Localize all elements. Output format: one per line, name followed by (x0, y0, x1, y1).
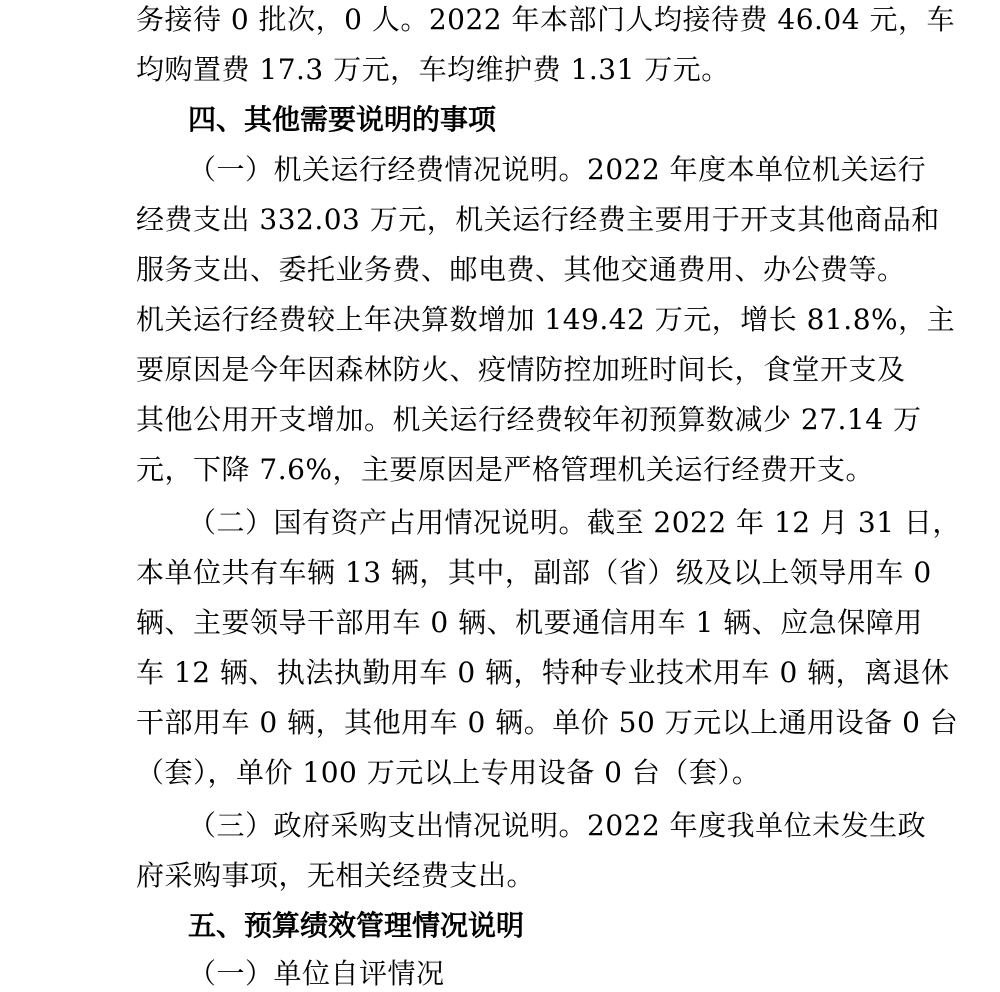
text-line: （一）机关运行经费情况说明。2022 年度本单位机关运行 (188, 153, 927, 186)
text-line: 要原因是今年因森林防火、疫情防控加班时间长，食堂开支及 (136, 353, 906, 386)
text-line: 本单位共有车辆 13 辆，其中，副部（省）级及以上领导用车 0 (136, 556, 932, 589)
section-heading-5: 五、预算绩效管理情况说明 (188, 909, 525, 942)
text-line: （二）国有资产占用情况说明。截至 2022 年 12 月 31 日， (188, 506, 961, 539)
text-line: 元，下降 7.6%，主要原因是严格管理机关运行经费开支。 (136, 453, 875, 486)
text-line: 干部用车 0 辆，其他用车 0 辆。单价 50 万元以上通用设备 0 台 (136, 706, 959, 739)
text-line: （套），单价 100 万元以上专用设备 0 台（套）。 (136, 756, 761, 789)
text-line: 服务支出、委托业务费、邮电费、其他交通费用、办公费等。 (136, 253, 906, 286)
text-line: 府采购事项，无相关经费支出。 (136, 859, 536, 892)
text-line: 经费支出 332.03 万元，机关运行经费主要用于开支其他商品和 (136, 203, 940, 236)
text-line: 务接待 0 批次，0 人。2022 年本部门人均接待费 46.04 元，车 (136, 3, 955, 36)
text-line: 机关运行经费较上年决算数增加 149.42 万元，增长 81.8%，主 (136, 303, 956, 336)
text-line: 其他公用开支增加。机关运行经费较年初预算数减少 27.14 万 (136, 403, 922, 436)
section-heading-4: 四、其他需要说明的事项 (188, 103, 497, 136)
text-line: （一）单位自评情况 (188, 957, 445, 990)
text-line: 辆、主要领导干部用车 0 辆、机要通信用车 1 辆、应急保障用 (136, 606, 923, 639)
text-line: 车 12 辆、执法执勤用车 0 辆，特种专业技术用车 0 辆，离退休 (136, 656, 950, 689)
text-line: 均购置费 17.3 万元，车均维护费 1.31 万元。 (136, 53, 730, 86)
text-line: （三）政府采购支出情况说明。2022 年度我单位未发生政 (188, 809, 927, 842)
